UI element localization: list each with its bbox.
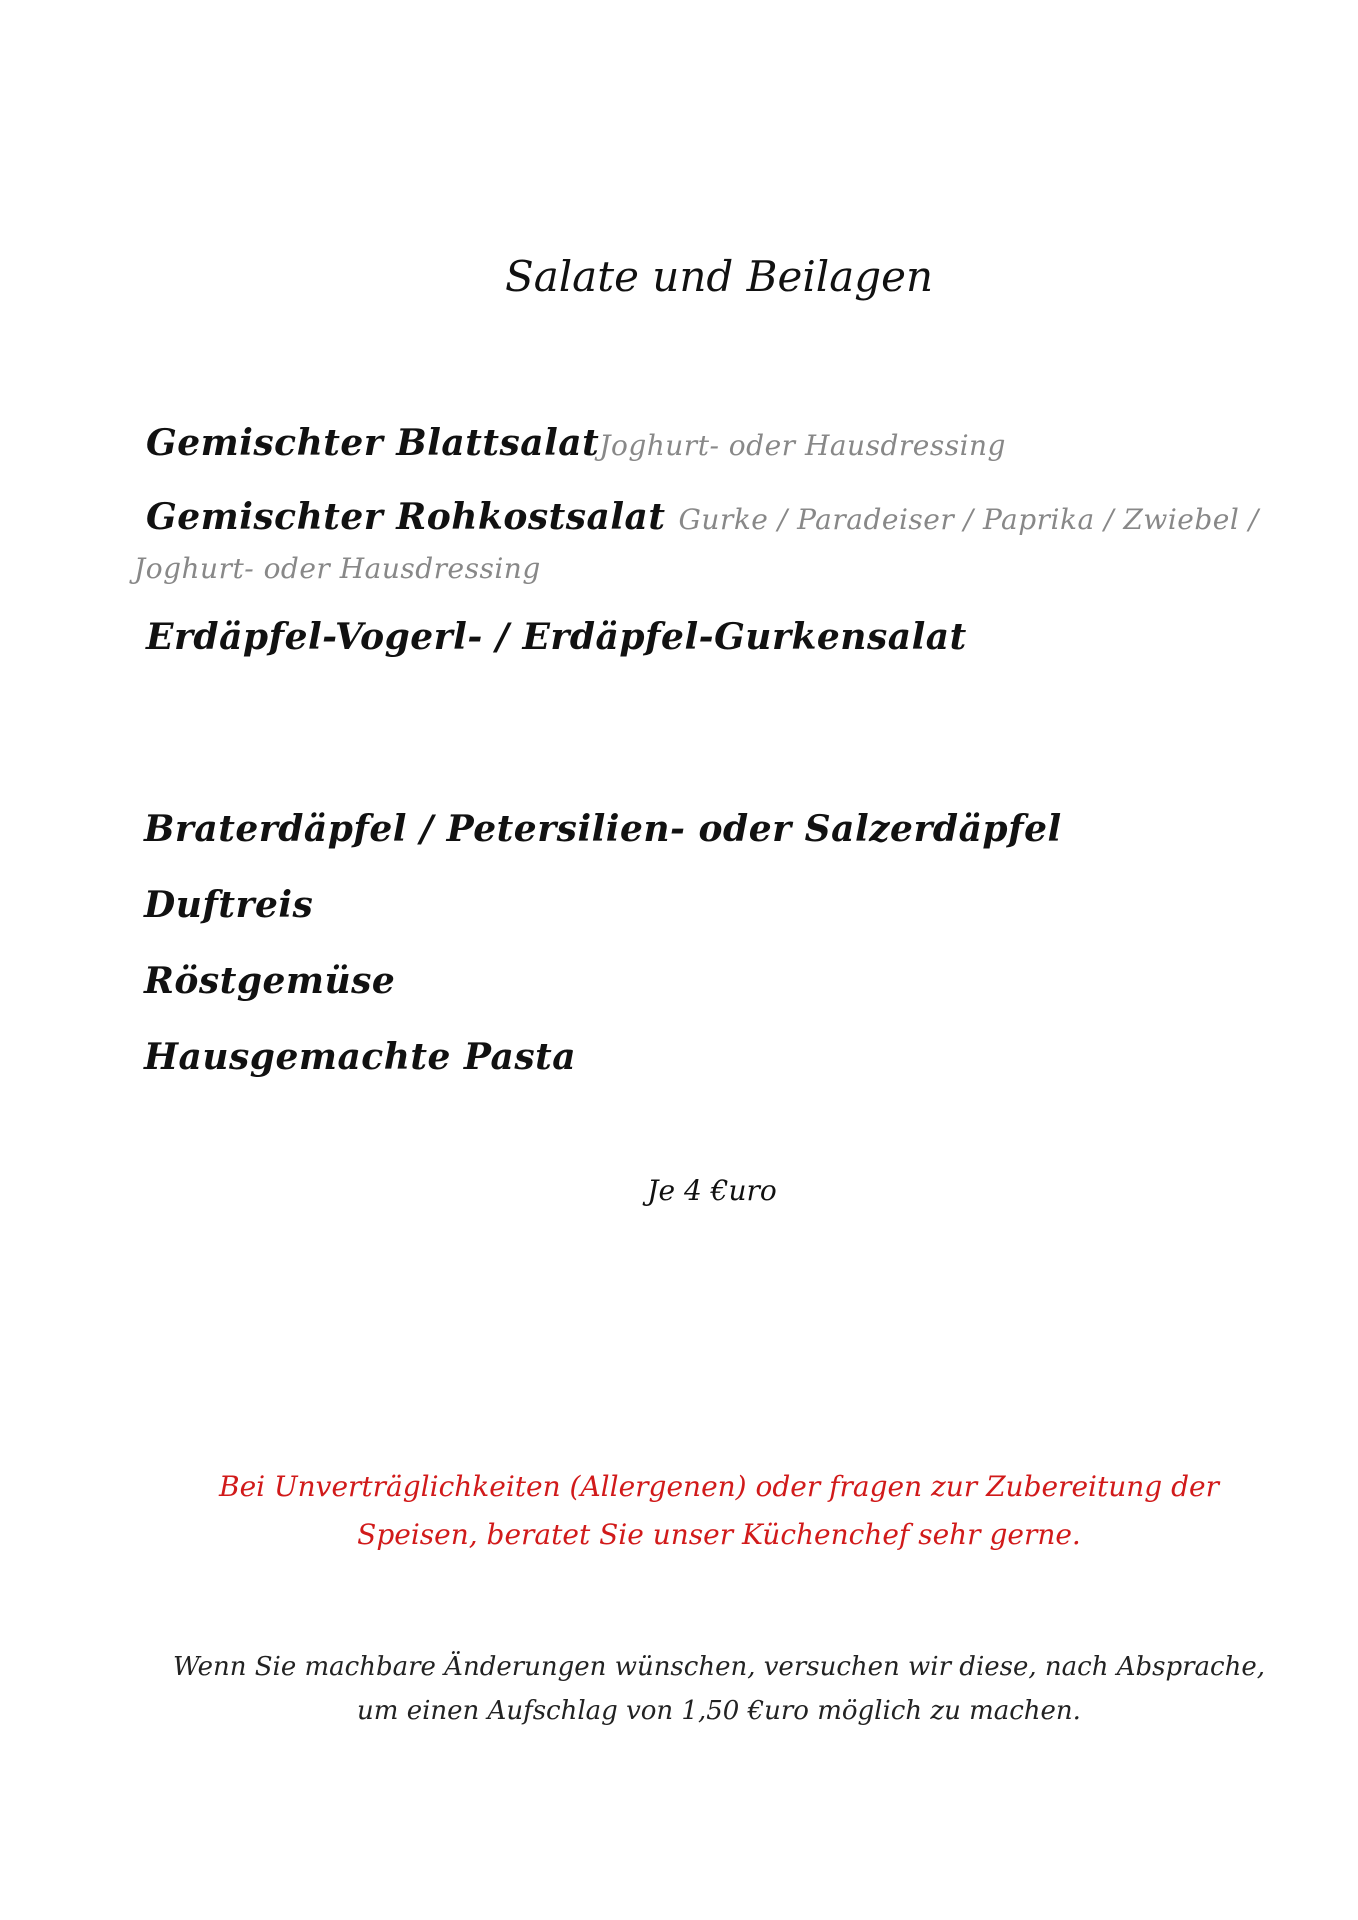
side-item: Röstgemüse (144, 960, 396, 1002)
page-title: Salate und Beilagen (504, 252, 934, 301)
menu-item-rohkostsalat (146, 496, 1259, 538)
side-item: Duftreis (144, 884, 314, 926)
allergy-notice-line-1: Bei Unverträglichkeiten (Allergenen) oder fragen zur Zubereitung der (219, 1470, 1219, 1503)
change-note-line-1: Wenn Sie machbare Änderungen wünschen, versuchen wir diese, nach Absprache, (172, 1652, 1266, 1682)
change-note-line-2: um einen Aufschlag von 1,50 €uro möglich zu machen. (357, 1696, 1081, 1726)
item-name: Gemischter Blattsalat (146, 422, 600, 464)
item-name: Gemischter Rohkostsalat (146, 496, 666, 538)
menu-item-blattsalat (146, 422, 1006, 464)
item-description: Gurke / Paradeiser / Paprika / Zwiebel / (678, 503, 1259, 536)
allergy-notice-line-2: Speisen, beratet Sie unser Küchenchef sehr gerne. (357, 1518, 1081, 1551)
menu-item-erdaepfelsalat: Erdäpfel-Vogerl- / Erdäpfel-Gurkensalat (146, 616, 967, 658)
side-item: Braterdäpfel / Petersilien- oder Salzerdäpfel (144, 808, 1062, 850)
side-item: Hausgemachte Pasta (144, 1036, 577, 1078)
item-description-continued: Joghurt- oder Hausdressing (134, 552, 541, 585)
price-label: Je 4 €uro (647, 1174, 777, 1207)
item-description: Joghurt- oder Hausdressing (599, 429, 1006, 462)
